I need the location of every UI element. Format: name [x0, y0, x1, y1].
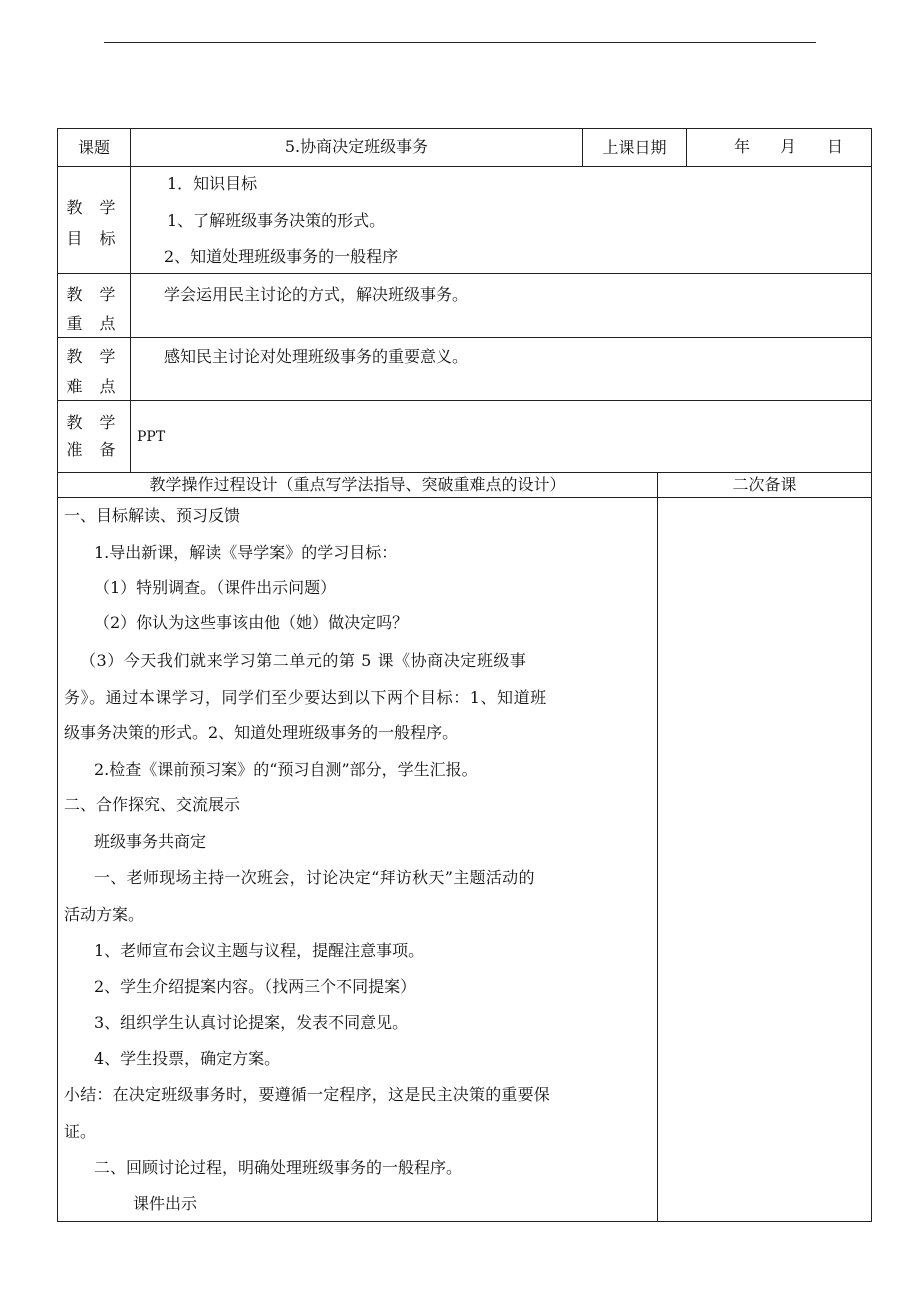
objectives-label-cell [57, 166, 131, 274]
date-month: 月 [780, 137, 797, 156]
objective-line-1: 1．知识目标 [167, 174, 258, 193]
date-label: 上课日期 [602, 138, 667, 157]
process-line: 班级事务共商定 [94, 832, 207, 851]
process-line: 1.导出新课，解读《导学案》的学习目标： [94, 543, 398, 562]
process-line: 务》。通过本课学习，同学们至少要达到以下两个目标：1、知道班 [64, 688, 547, 707]
process-line: 2.检查《课前预习案》的“预习自测”部分，学生汇报。 [94, 760, 478, 779]
process-line: 二、合作探究、交流展示 [64, 795, 241, 814]
date-year: 年 [734, 137, 751, 156]
process-line: 小结：在决定班级事务时，要遵循一定程序，这是民主决策的重要保 [64, 1085, 551, 1104]
keypoints-text: 学会运用民主讨论的方式，解决班级事务。 [164, 285, 469, 304]
process-line: 一、老师现场主持一次班会，讨论决定“拜访秋天”主题活动的 [94, 868, 535, 887]
keypoints-label-line2: 重 点 [66, 314, 122, 333]
process-line: （3）今天我们就来学习第二单元的第 5 课《协商决定班级事 [80, 651, 527, 670]
course-title: 5.协商决定班级事务 [284, 137, 429, 156]
process-line: 级事务决策的形式。2、知道处理班级事务的一般程序。 [64, 723, 459, 742]
preparation-content-cell [130, 400, 872, 473]
process-line: 2、学生介绍提案内容。（找两三个不同提案） [94, 977, 417, 996]
side-notes-cell [657, 497, 872, 1222]
process-line: 1、老师宣布会议主题与议程，提醒注意事项。 [94, 941, 425, 960]
preparation-label-line2: 准 备 [66, 440, 122, 459]
process-line: 证。 [64, 1122, 97, 1141]
keypoints-content-cell [130, 273, 872, 338]
process-header: 教学操作过程设计（重点写学法指导、突破重难点的设计） [149, 475, 566, 494]
process-line: 课件出示 [133, 1194, 198, 1213]
date-day: 日 [827, 137, 844, 156]
process-body-cell [57, 497, 658, 1222]
preparation-text: PPT [137, 429, 166, 445]
difficulties-text: 感知民主讨论对处理班级事务的重要意义。 [164, 347, 469, 366]
preparation-label-line1: 教 学 [66, 413, 122, 432]
date-value-cell [686, 128, 872, 167]
process-line: 二、回顾讨论过程，明确处理班级事务的一般程序。 [94, 1158, 463, 1177]
side-header: 二次备课 [732, 475, 797, 494]
objectives-label-line1: 教 学 [66, 198, 122, 217]
process-line: 一、目标解读、预习反馈 [64, 506, 241, 525]
difficulties-label-line2: 难 点 [66, 377, 122, 396]
keypoints-label-line1: 教 学 [66, 285, 122, 304]
process-line: （1）特别调查。（课件出示问题） [94, 578, 337, 597]
header-rule [104, 42, 816, 43]
course-label: 课题 [77, 138, 110, 157]
objective-line-3: 2、知道处理班级事务的一般程序 [164, 247, 399, 266]
process-line: 活动方案。 [64, 905, 145, 924]
difficulties-label-line1: 教 学 [66, 347, 122, 366]
preparation-label-cell [57, 400, 131, 473]
objectives-label-line2: 目 标 [66, 229, 122, 248]
process-line: 3、组织学生认真讨论提案，发表不同意见。 [94, 1013, 409, 1032]
process-line: （2）你认为这些事该由他（她）做决定吗？ [94, 613, 409, 632]
process-line: 4、学生投票，确定方案。 [94, 1049, 281, 1068]
objective-line-2: 1、了解班级事务决策的形式。 [167, 211, 386, 230]
